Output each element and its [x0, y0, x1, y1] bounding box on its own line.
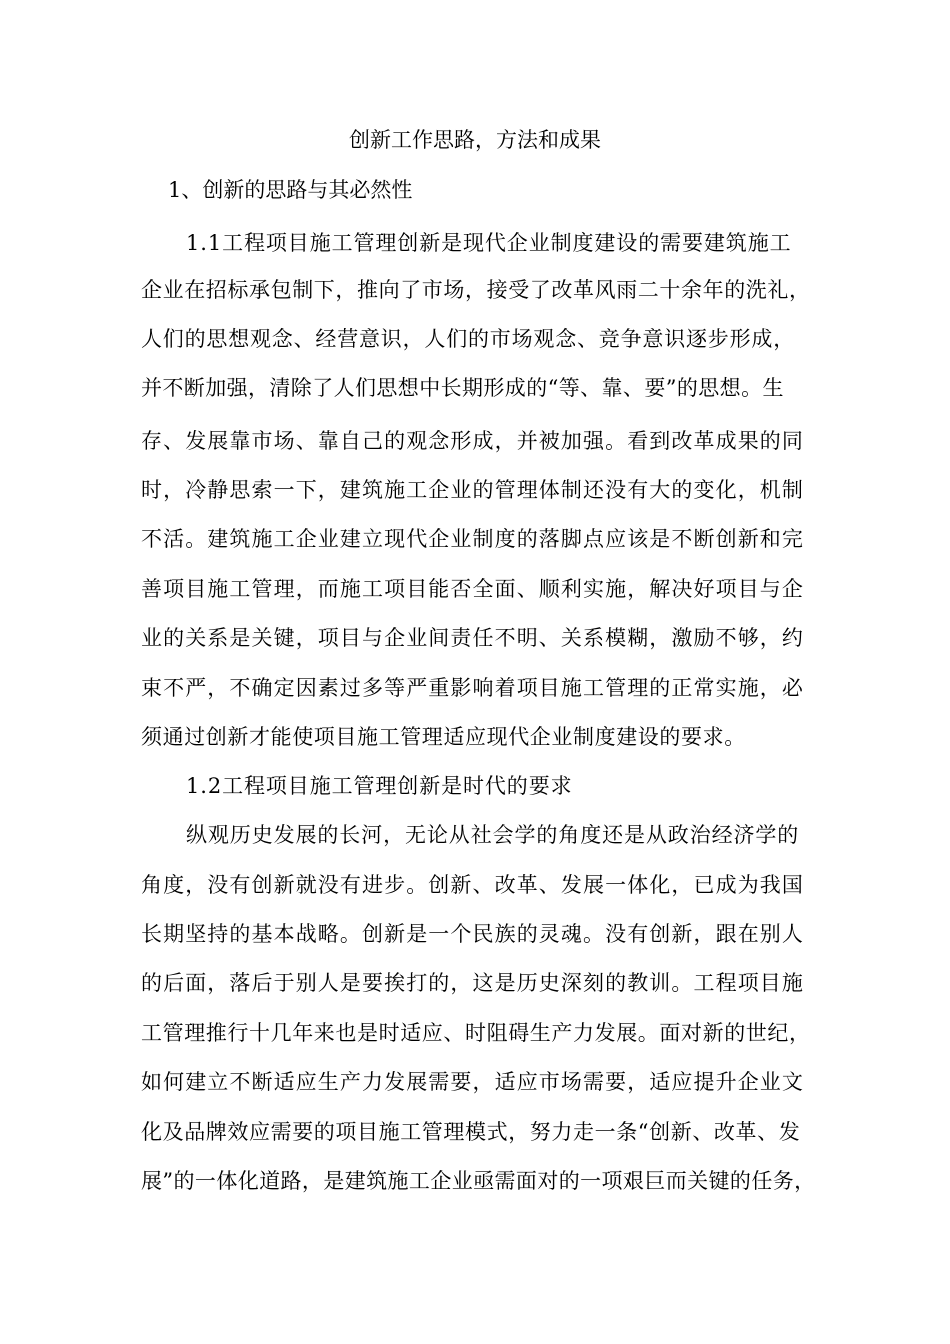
page-title: 创新工作思路，方法和成果: [349, 128, 601, 152]
paragraph-line: 角度，没有创新就没有进步。创新、改革、发展一体化，已成为我国: [141, 873, 804, 897]
paragraph-line: 纵观历史发展的长河，无论从社会学的角度还是从政治经济学的: [186, 823, 800, 847]
paragraph-line: 须通过创新才能使项目施工管理适应现代企业制度建设的要求。: [141, 725, 746, 749]
paragraph-line: 长期坚持的基本战略。创新是一个民族的灵魂。没有创新，跟在别人: [141, 922, 804, 946]
section-heading-1-2: 1.2工程项目施工管理创新是时代的要求: [186, 774, 573, 798]
paragraph-line: 存、发展靠市场、靠自己的观念形成，并被加强。看到改革成果的同: [141, 429, 804, 453]
paragraph-line: 业的关系是关键，项目与企业间责任不明、关系模糊，激励不够，约: [141, 626, 804, 650]
paragraph-line: 并不断加强，清除了人们思想中长期形成的“等、靠、要”的思想。生: [141, 376, 784, 400]
paragraph-line: 时，冷静思索一下，建筑施工企业的管理体制还没有大的变化，机制: [141, 478, 804, 502]
paragraph-line: 工管理推行十几年来也是时适应、时阻碍生产力发展。面对新的世纪，: [141, 1021, 811, 1045]
paragraph-line: 人们的思想观念、经营意识，人们的市场观念、竞争意识逐步形成，: [141, 327, 795, 351]
section-heading-1-1: 1.1工程项目施工管理创新是现代企业制度建设的需要建筑施工: [186, 231, 792, 255]
paragraph-line: 的后面，落后于别人是要挨打的，这是历史深刻的教训。工程项目施: [141, 971, 804, 995]
paragraph-line: 企业在招标承包制下，推向了市场，接受了改革风雨二十余年的洗礼，: [141, 278, 811, 302]
paragraph-line: 展”的一体化道路，是建筑施工企业亟需面对的一项艰巨而关键的任务，: [141, 1169, 816, 1193]
section-heading-1: 1、创新的思路与其必然性: [168, 178, 413, 202]
paragraph-line: 不活。建筑施工企业建立现代企业制度的落脚点应该是不断创新和完: [141, 527, 804, 551]
paragraph-line: 束不严，不确定因素过多等严重影响着项目施工管理的正常实施，必: [141, 676, 804, 700]
paragraph-line: 如何建立不断适应生产力发展需要，适应市场需要，适应提升企业文: [141, 1070, 804, 1094]
paragraph-line: 善项目施工管理，而施工项目能否全面、顺利实施，解决好项目与企: [141, 577, 804, 601]
paragraph-line: 化及品牌效应需要的项目施工管理模式，努力走一条“创新、改革、发: [141, 1120, 801, 1144]
